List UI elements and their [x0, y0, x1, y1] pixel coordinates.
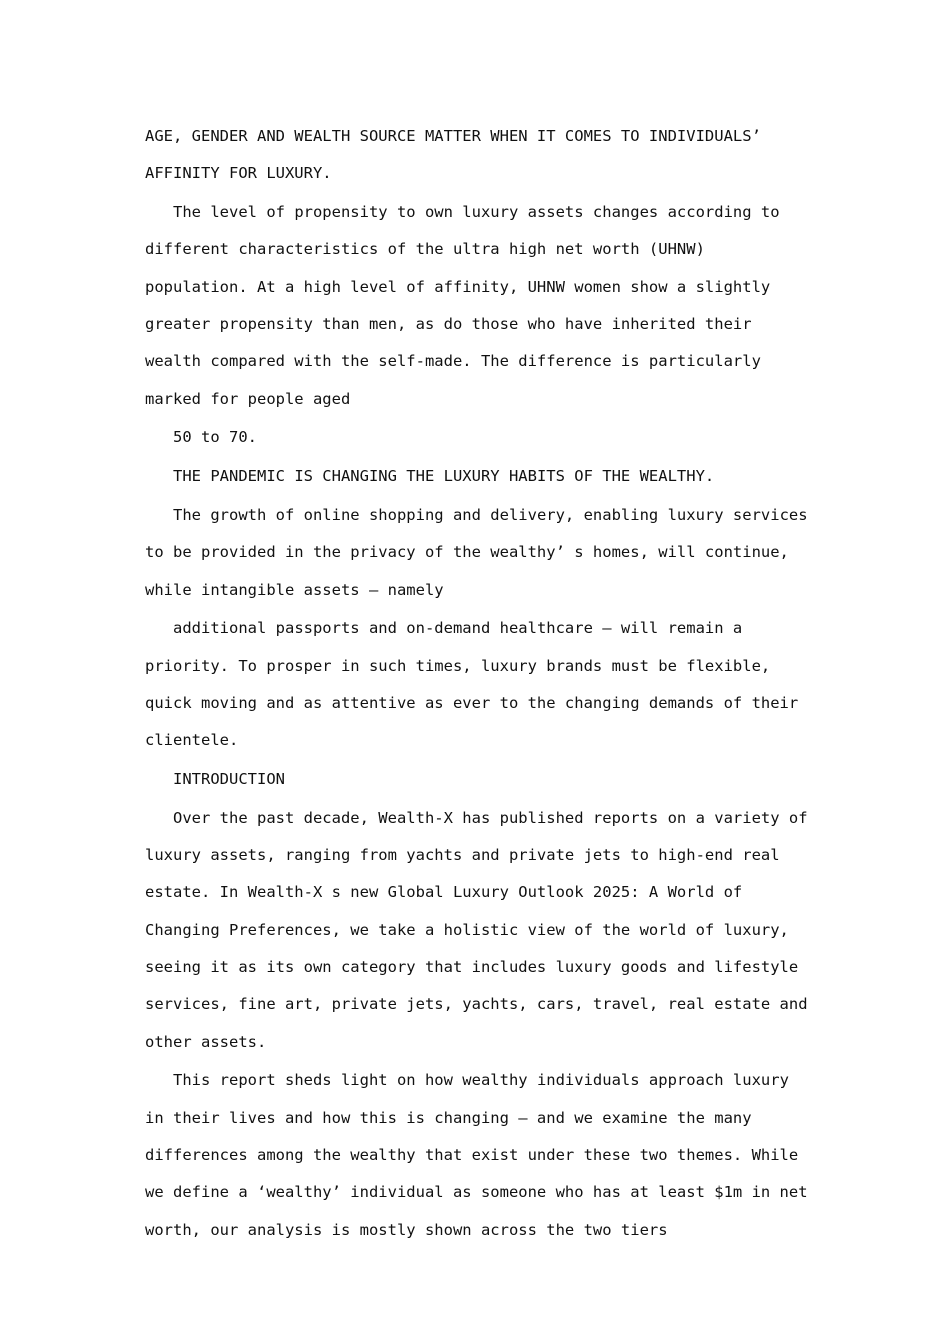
document-body: [145, 118, 810, 1250]
section-heading-affinity: AGE, GENDER AND WEALTH SOURCE MATTER WHEN IT COMES TO INDIVIDUALS’ AFFINITY FOR LUXURY.: [145, 127, 761, 183]
paragraph-report-scope: This report sheds light on how wealthy individuals approach luxury in their lives and how this is changing – and we examine the many differences among the wealthy that exist under these two themes. While we define a ‘wealthy’ individual as someone who has at least $1m in net worth, our analysis is mostly shown across the two tiers: [145, 1071, 808, 1239]
paragraph-online-shopping: The growth of online shopping and delivery, enabling luxury services to be provided in the privacy of the wealthy’ s homes, will continue, while intangible assets – namely: [145, 505, 808, 599]
section-heading-introduction: INTRODUCTION: [173, 770, 285, 789]
section-heading-pandemic: THE PANDEMIC IS CHANGING THE LUXURY HABITS OF THE WEALTHY.: [173, 467, 715, 486]
paragraph-age-range: 50 to 70.: [173, 428, 257, 447]
paragraph-past-decade: Over the past decade, Wealth-X has published reports on a variety of luxury assets, ranging from yachts and private jets to high-end real estate. In Wealth-X s new Global Luxury Outlook 2025: A World of Changing Preferences, we take a holistic view of the world of luxury, seeing it as its own category that includes luxury goods and lifestyle services, fine art, private jets, yachts, cars, travel, real estate and other assets.: [145, 808, 808, 1051]
paragraph-passports-healthcare: additional passports and on-demand healthcare – will remain a priority. To prosper in such times, luxury brands must be flexible, quick moving and as attentive as ever to the changing demands of their clientele.: [145, 619, 799, 750]
paragraph-propensity: The level of propensity to own luxury assets changes according to different characteristics of the ultra high net worth (UHNW) population. At a high level of affinity, UHNW women show a slightly greater propensity than men, as do those who have inherited their wealth compared with the self-made. The difference is particularly marked for people aged: [145, 203, 780, 408]
